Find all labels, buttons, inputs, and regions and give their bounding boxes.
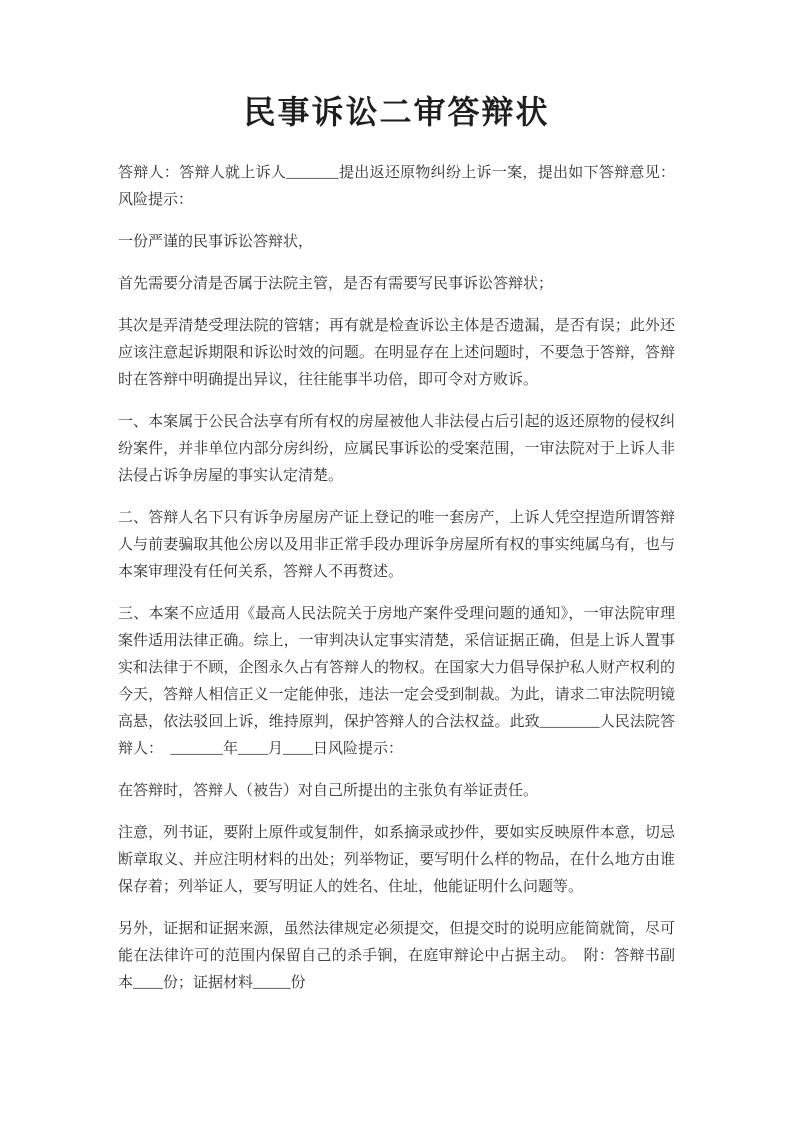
- paragraph-rigorous-statement: 一份严谨的民事诉讼答辩状，: [118, 234, 314, 250]
- paragraph-court-jurisdiction-second: 其次是弄清楚受理法院的管辖；再有就是检查诉讼主体是否遗漏，是否有误；此外还应该注意起诉期限和诉讼时效的问题。在明显存在上述问题时，不要急于答辩，答辩时在答辩中明确提出异议，往往能事半功倍，即可令对方败诉。: [118, 318, 675, 388]
- paragraph-point-two: 二、答辩人名下只有诉争房屋房产证上登记的唯一套房产，上诉人凭空捏造所谓答辩人与前妻骗取其他公房以及用非正常手段办理诉争房屋所有权的事实纯属乌有，也与本案审理没有任何关系，答辩人不再赘述。: [118, 510, 675, 580]
- paragraph-respondent-intro: 答辩人：答辩人就上诉人_______提出返还原物纠纷上诉一案，提出如下答辩意见：风险提示：: [118, 165, 675, 208]
- document-title: 民事诉讼二审答辩状: [243, 94, 550, 130]
- paragraph-point-one: 一、本案属于公民合法享有所有权的房屋被他人非法侵占后引起的返还原物的侵权纠纷案件，并非单位内部分房纠纷，应属民事诉讼的受案范围，一审法院对于上诉人非法侵占诉争房屋的事实认定清楚。: [118, 414, 675, 484]
- paragraph-burden-of-proof: 在答辩时，答辩人（被告）对自己所提出的主张负有举证责任。: [118, 783, 539, 799]
- document-body: [118, 160, 675, 997]
- paragraph-point-three-and-closing: 三、本案不应适用《最高人民法院关于房地产案件受理问题的通知》，一审法院审理案件适用法律正确。综上，一审判决认定事实清楚，采信证据正确，但是上诉人置事实和法律于不顾，企图永久占有答辩人的物权。在国家大力倡导保护私人财产权利的今天，答辩人相信正义一定能伸张，违法一定会受到制裁。为此，请求二审法院明镜高悬，依法驳回上诉，维持原判，保护答辩人的合法权益。此致________人民法院答辩人： _______年____月____日风险提示：: [118, 606, 675, 757]
- paragraph-court-jurisdiction-first: 首先需要分清是否属于法院主管，是否有需要写民事诉讼答辩状；: [118, 276, 554, 292]
- paragraph-evidence-source-and-attachments: 另外，证据和证据来源，虽然法律规定必须提交，但提交时的说明应能简就简，尽可能在法律许可的范围内保留自己的杀手锏，在庭审辩论中占据主动。 附：答辩书副本____份；证据材料_____份: [118, 921, 675, 991]
- paragraph-evidence-listing-notes: 注意，列书证，要附上原件或复制件，如系摘录或抄件，要如实反映原件本意，切忌断章取义、并应注明材料的出处；列举物证，要写明什么样的物品，在什么地方由谁保存着；列举证人，要写明证人的姓名、住址，他能证明什么问题等。: [118, 825, 675, 895]
